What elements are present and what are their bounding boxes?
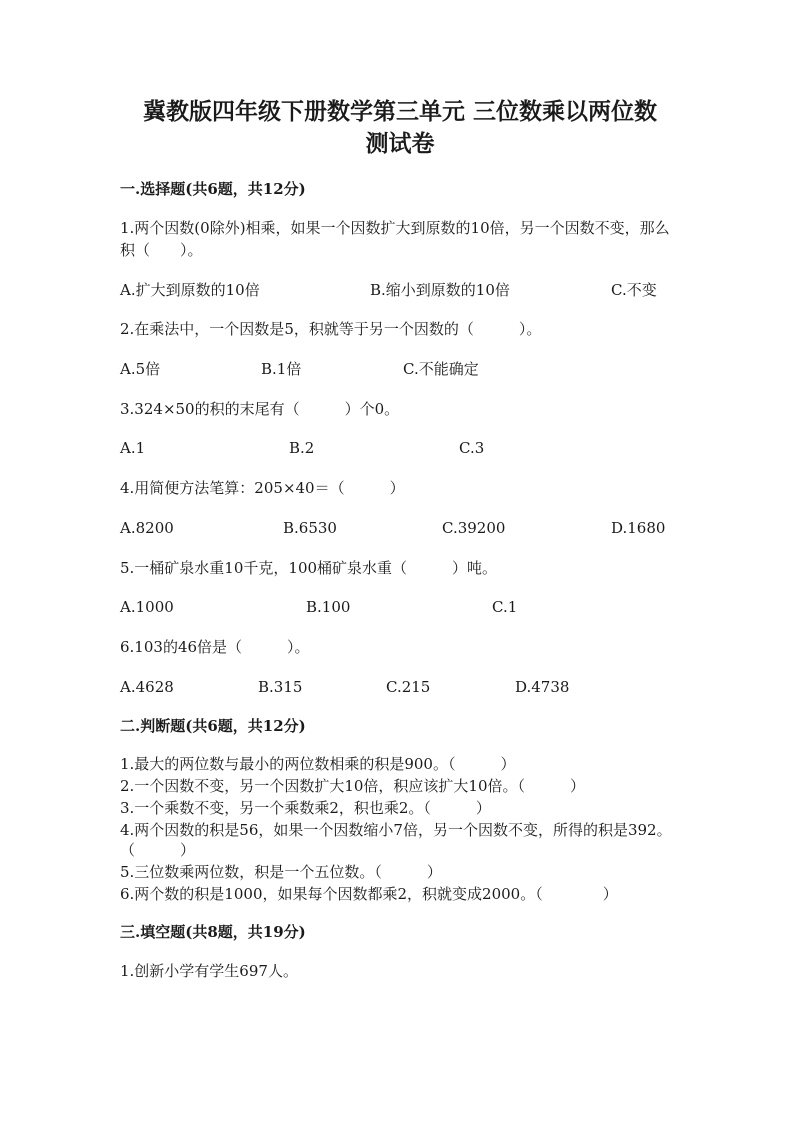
- page-title-line1: 冀教版四年级下册数学第三单元 三位数乘以两位数: [142, 98, 657, 125]
- choice-option-5a[interactable]: A.1000: [120, 598, 174, 616]
- choice-option-6c[interactable]: C.215: [386, 678, 431, 696]
- choice-option-4c[interactable]: C.39200: [442, 519, 506, 537]
- choice-option-6d[interactable]: D.4738: [515, 678, 570, 696]
- choice-question-4: 4.用简便方法笔算：205×40＝（ ）: [120, 479, 405, 497]
- choice-options-2: [120, 358, 680, 380]
- choice-options-4: [120, 517, 680, 539]
- choice-option-2a[interactable]: A.5倍: [120, 360, 161, 378]
- choice-option-5b[interactable]: B.100: [306, 598, 351, 616]
- choice-option-2b[interactable]: B.1倍: [261, 360, 302, 378]
- judge-item-5: 5.三位数乘两位数，积是一个五位数。（ ）: [120, 863, 442, 881]
- choice-option-5c[interactable]: C.1: [492, 598, 518, 616]
- section-heading-judge: 二.判断题(共6题，共12分): [120, 717, 306, 735]
- judge-item-2: 2.一个因数不变，另一个因数扩大10倍，积应该扩大10倍。（ ）: [120, 777, 585, 795]
- choice-question-2: 2.在乘法中，一个因数是5，积就等于另一个因数的（ ）。: [120, 320, 542, 338]
- choice-options-3: [120, 437, 680, 459]
- choice-option-2c[interactable]: C.不能确定: [403, 360, 479, 378]
- choice-question-1: 1.两个因数(0除外)相乘，如果一个因数扩大到原数的10倍，另一个因数不变，那么积（ ）。: [120, 219, 670, 259]
- choice-option-4b[interactable]: B.6530: [283, 519, 337, 537]
- choice-options-6: [120, 676, 680, 698]
- choice-option-3b[interactable]: B.2: [289, 439, 315, 457]
- choice-option-6b[interactable]: B.315: [258, 678, 303, 696]
- choice-option-3a[interactable]: A.1: [120, 439, 146, 457]
- section-heading-choice: 一.选择题(共6题，共12分): [120, 180, 306, 198]
- choice-options-5: [120, 596, 680, 618]
- section-heading-fill: 三.填空题(共8题，共19分): [120, 923, 306, 941]
- judge-item-4: 4.两个因数的积是56，如果一个因数缩小7倍，另一个因数不变，所得的积是392。（ ）: [120, 821, 672, 859]
- choice-option-6a[interactable]: A.4628: [120, 678, 174, 696]
- page-title-line2: 测试卷: [365, 130, 435, 157]
- judge-item-3: 3.一个乘数不变，另一个乘数乘2，积也乘2。（ ）: [120, 799, 491, 817]
- judge-item-6: 6.两个数的积是1000，如果每个因数都乘2，积就变成2000。（ ）: [120, 885, 618, 903]
- choice-option-3c[interactable]: C.3: [459, 439, 485, 457]
- judge-item-1: 1.最大的两位数与最小的两位数相乘的积是900。（ ）: [120, 755, 516, 773]
- choice-question-6: 6.103的46倍是（ ）。: [120, 638, 310, 656]
- choice-option-4a[interactable]: A.8200: [120, 519, 174, 537]
- choice-options-1: [120, 279, 680, 301]
- choice-question-5: 5.一桶矿泉水重10千克，100桶矿泉水重（ ）吨。: [120, 559, 498, 577]
- choice-option-4d[interactable]: D.1680: [611, 519, 666, 537]
- choice-option-1c[interactable]: C.不变: [611, 281, 657, 299]
- choice-option-1a[interactable]: A.扩大到原数的10倍: [120, 281, 260, 299]
- choice-option-1b[interactable]: B.缩小到原数的10倍: [370, 281, 510, 299]
- choice-question-3: 3.324×50的积的末尾有（ ）个0。: [120, 400, 400, 418]
- fill-item-1: 1.创新小学有学生697人。: [120, 962, 298, 980]
